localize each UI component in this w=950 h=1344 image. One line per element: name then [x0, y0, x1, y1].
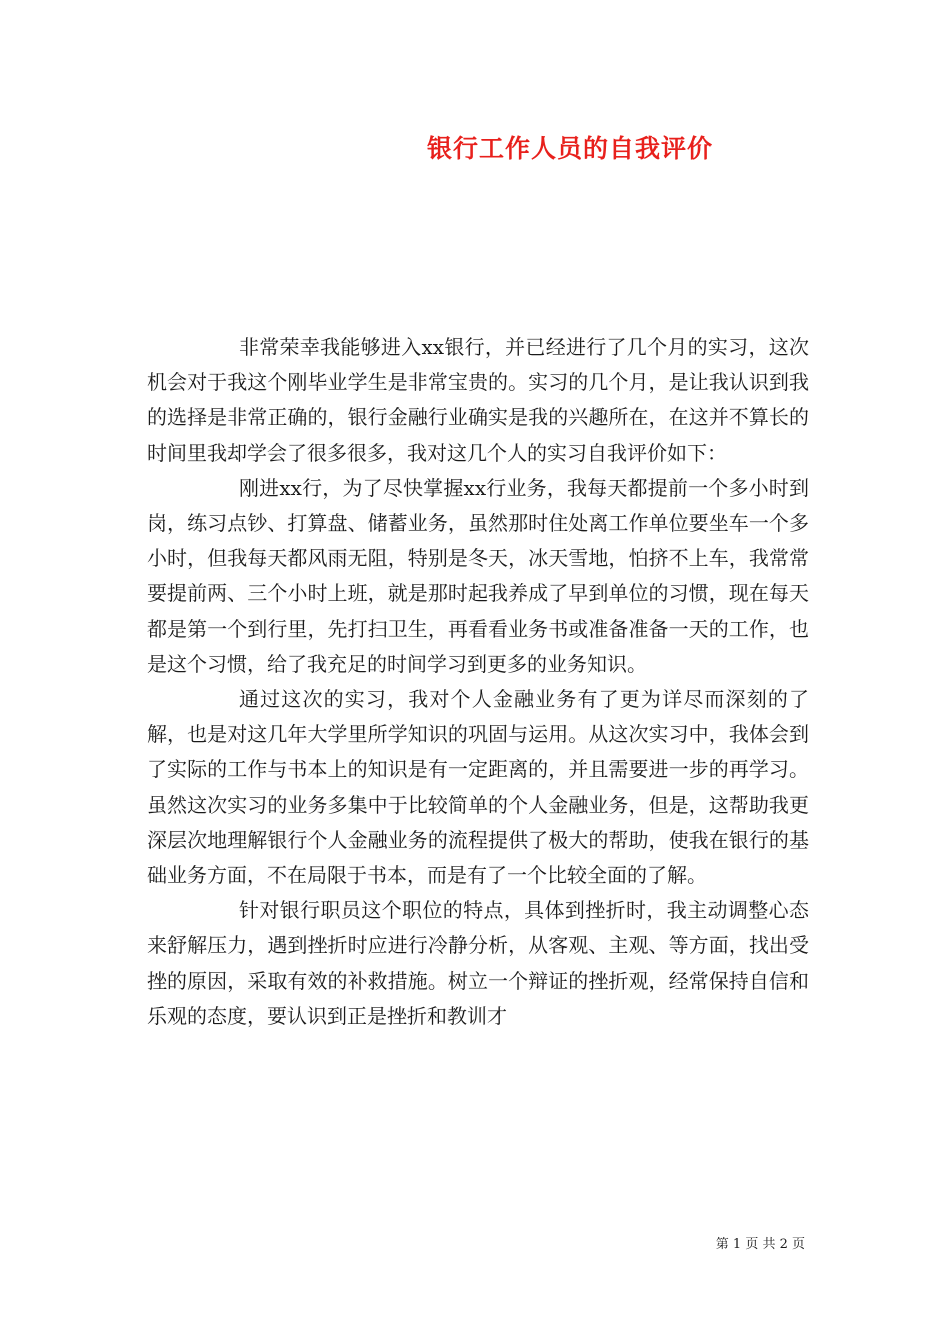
paragraph-4: 针对银行职员这个职位的特点，具体到挫折时，我主动调整心态来舒解压力，遇到挫折时应进行冷静分析，从客观、主观、等方面，找出受挫的原因，采取有效的补救措施。树立一个辩证的挫折观，经常保持自信和乐观的态度，要认识到正是挫折和教训才: [147, 898, 809, 1028]
document-body: [147, 330, 809, 1034]
paragraph-1: 非常荣幸我能够进入xx银行，并已经进行了几个月的实习，这次机会对于我这个刚毕业学生是非常宝贵的。实习的几个月，是让我认识到我的选择是非常正确的，银行金融行业确实是我的兴趣所在，在这并不算长的时间里我却学会了很多很多，我对这几个人的实习自我评价如下：: [147, 335, 809, 465]
paragraph-2: 刚进xx行，为了尽快掌握xx行业务，我每天都提前一个多小时到岗，练习点钞、打算盘、储蓄业务，虽然那时住处离工作单位要坐车一个多小时，但我每天都风雨无阻，特别是冬天，冰天雪地，怕挤不上车，我常常要提前两、三个小时上班，就是那时起我养成了早到单位的习惯，现在每天都是第一个到行里，先打扫卫生，再看看业务书或准备准备一天的工作，也是这个习惯，给了我充足的时间学习到更多的业务知识。: [147, 475, 809, 676]
page-number-footer: 第 1 页 共 2 页: [715, 1237, 805, 1252]
page-title: 银行工作人员的自我评价: [426, 134, 713, 163]
paragraph-3: 通过这次的实习，我对个人金融业务有了更为详尽而深刻的了解，也是对这几年大学里所学知识的巩固与运用。从这次实习中，我体会到了实际的工作与书本上的知识是有一定距离的，并且需要进一步的再学习。虽然这次实习的业务多集中于比较简单的个人金融业务，但是，这帮助我更深层次地理解银行个人金融业务的流程提供了极大的帮助，使我在银行的基础业务方面，不在局限于书本，而是有了一个比较全面的了解。: [147, 687, 809, 888]
